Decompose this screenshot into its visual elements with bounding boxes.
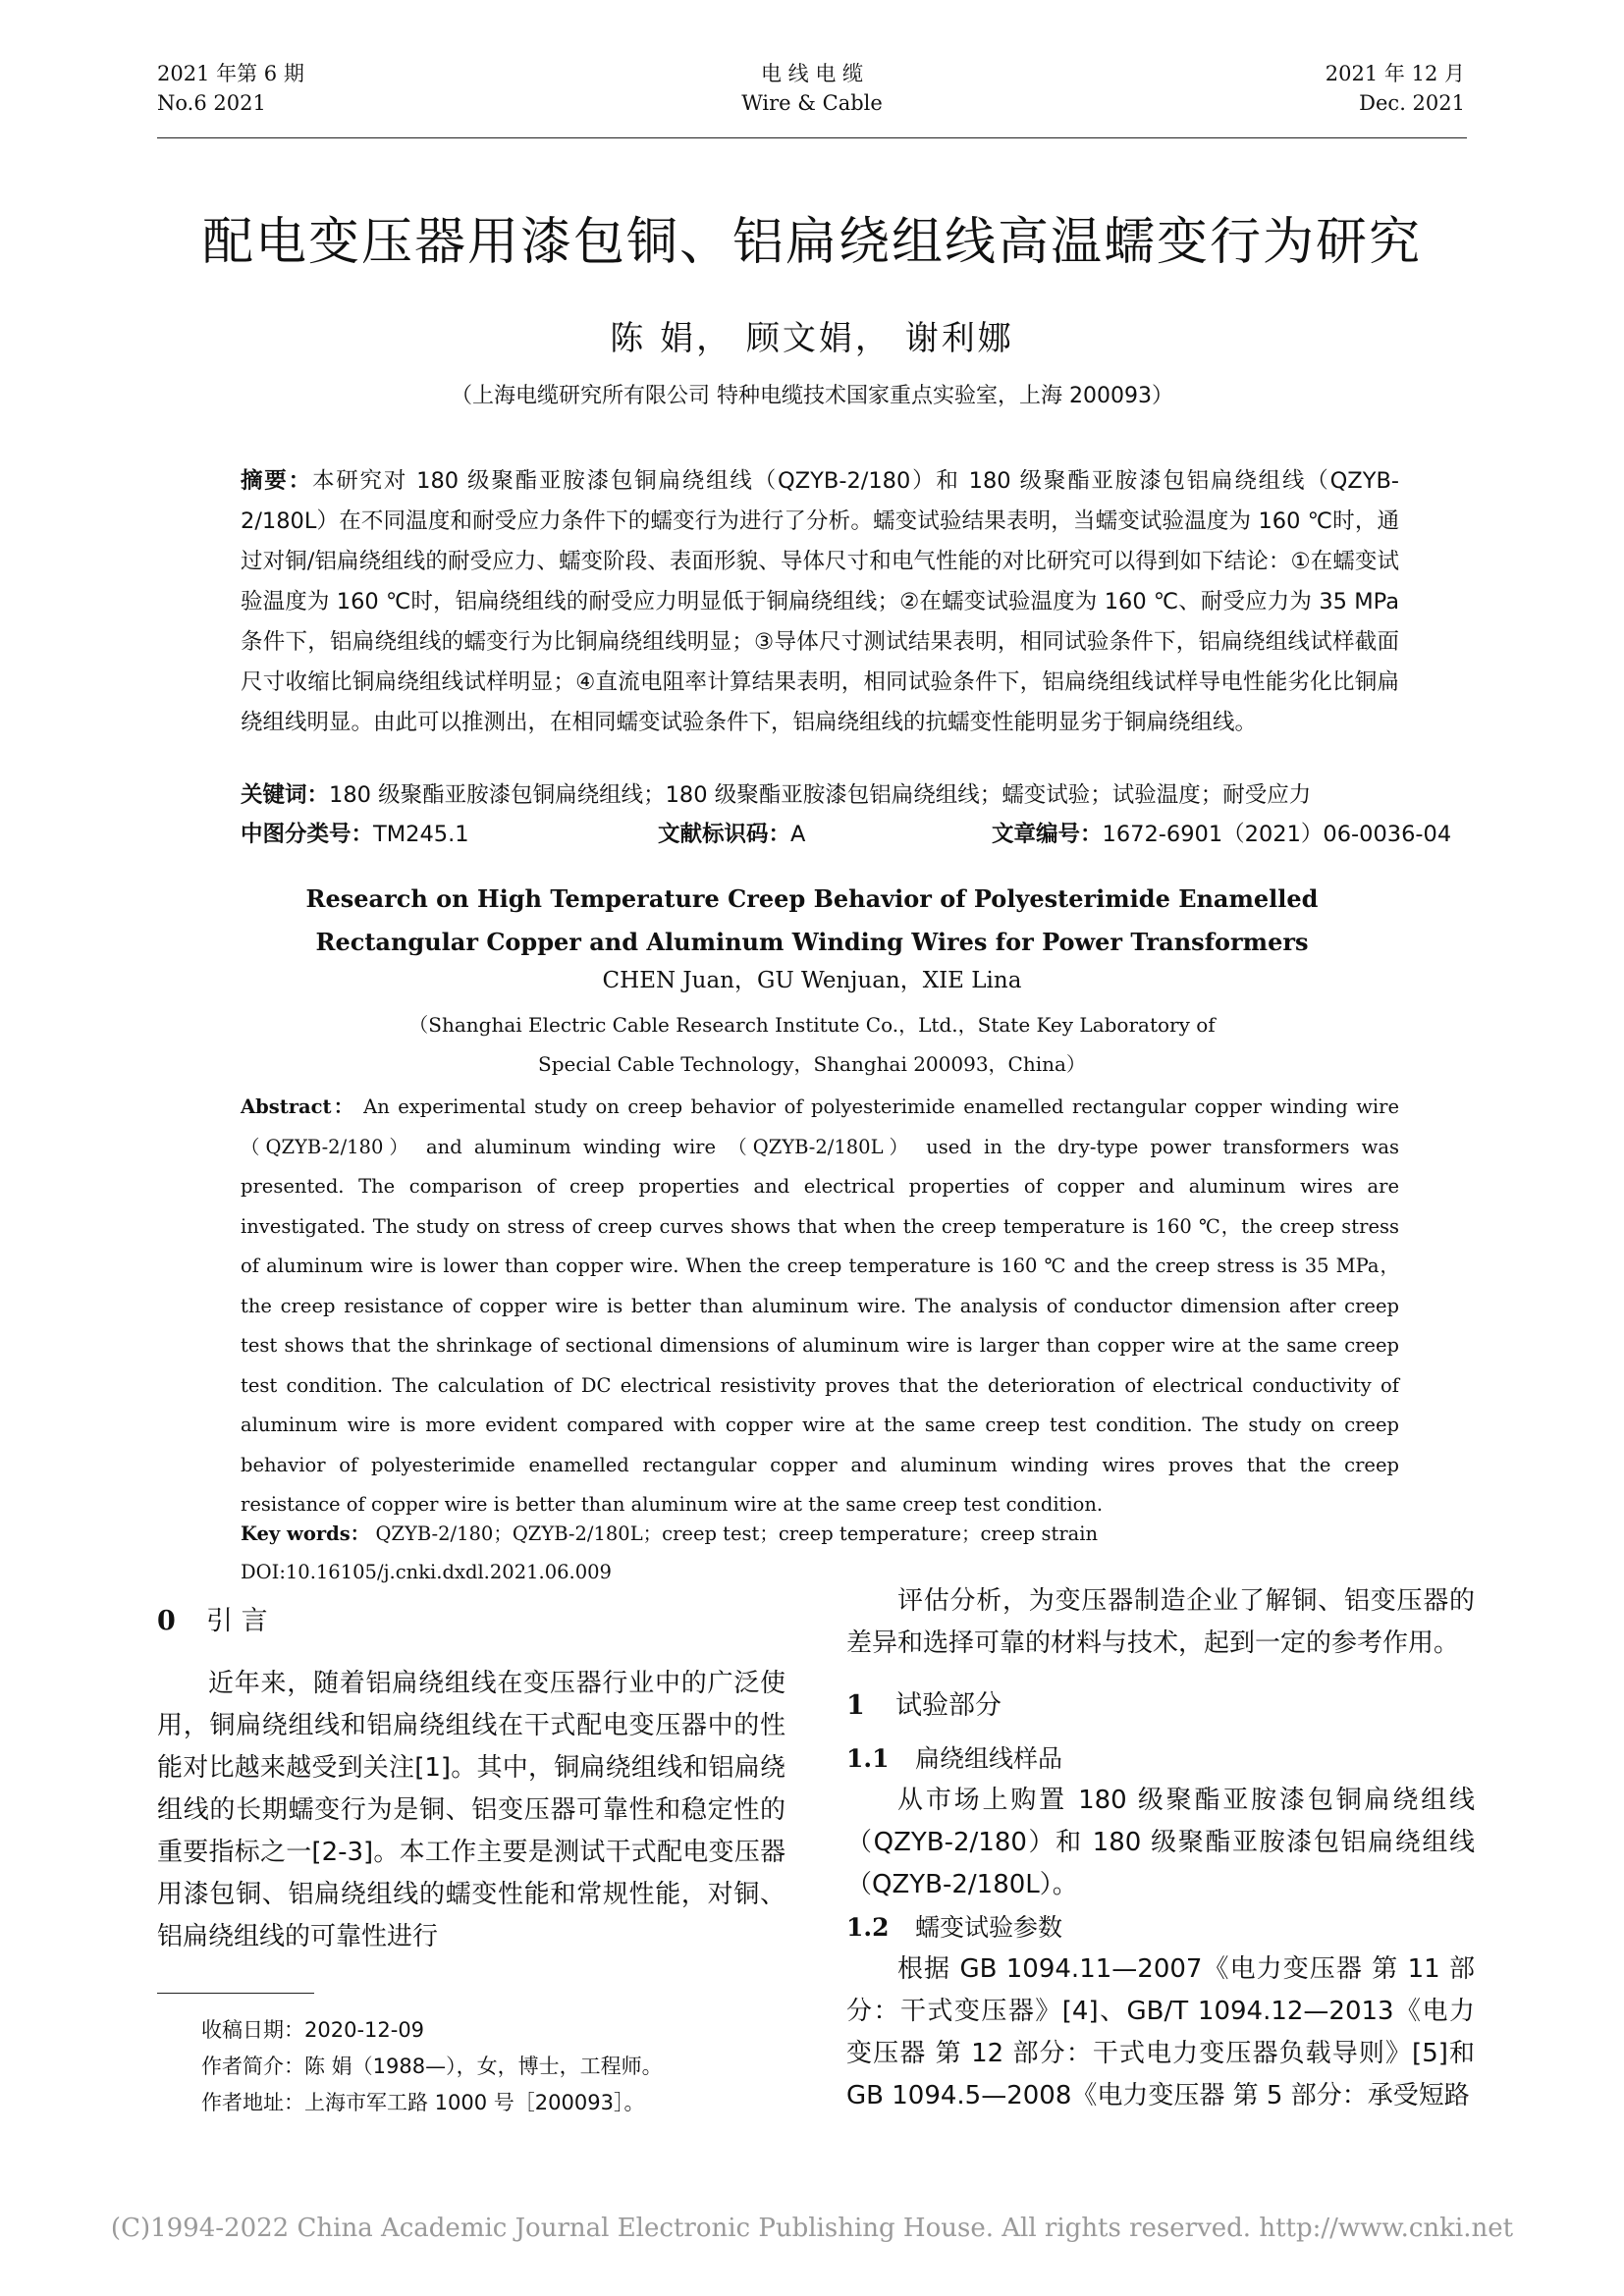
samples-paragraph: 从市场上购置 180 级聚酯亚胺漆包铜扁绕组线（QZYB-2/180）和 180 级聚酯亚胺漆包铝扁绕组线（QZYB-2/180L）。: [846, 1786, 1475, 1899]
abstract-en: [241, 1088, 1399, 1525]
issue-date-en: Dec. 2021: [1359, 91, 1465, 115]
keywords-cn: [241, 775, 1399, 815]
journal-name-en: Wire & Cable: [741, 91, 883, 115]
affiliation-en-line2: Special Cable Technology，Shanghai 200093，China）: [538, 1052, 1086, 1076]
footnote-rule: [157, 1993, 314, 1994]
subsection-title: 蠕变试验参数: [915, 1913, 1063, 1942]
subsection-title: 扁绕组线样品: [915, 1744, 1063, 1773]
abstract-en-label: Abstract：: [241, 1095, 355, 1118]
section-title: 引 言: [206, 1606, 268, 1636]
paper-title-en-line2: Rectangular Copper and Aluminum Winding Wires for Power Transformers: [315, 928, 1309, 956]
abstract-cn-text: 本研究对 180 级聚酯亚胺漆包铜扁绕组线（QZYB-2/180）和 180 级聚酯亚胺漆包铝扁绕组线（QZYB-2/180L）在不同温度和耐受应力条件下的蠕变行为进行了分析。蠕变试验结果表明，当蠕变试验温度为 160 ℃时，通过对铜/铝扁绕组线的耐受应力、蠕变阶段、表面形貌、导体尺寸和电气性能的对比研究可以得到如下结论：①在蠕变试验温度为 160 ℃时，铝扁绕组线的耐受应力明显低于铜扁绕组线；②在蠕变试验温度为 160 ℃、耐受应力为 35 MPa 条件下，铝扁绕组线的蠕变行为比铜扁绕组线明显；③导体尺寸测试结果表明，相同试验条件下，铝扁绕组线试样截面尺寸收缩比铜扁绕组线试样明显；④直流电阻率计算结果表明，相同试验条件下，铝扁绕组线试样导电性能劣化比铜扁绕组线明显。由此可以推测出，在相同蠕变试验条件下，铝扁绕组线的抗蠕变性能明显劣于铜扁绕组线。: [241, 468, 1399, 735]
clc-label: 中图分类号：: [241, 822, 374, 847]
paper-title-cn: 配电变压器用漆包铜、铝扁绕组线高温蠕变行为研究: [201, 213, 1422, 272]
section-title: 试验部分: [895, 1690, 1001, 1721]
affiliation-en: [0, 1005, 1624, 1084]
abstract-cn-label: 摘要：: [241, 468, 312, 494]
keywords-en-label: Key words：: [241, 1522, 370, 1545]
section-number: 0: [157, 1606, 176, 1636]
affiliation-cn: （上海电缆研究所有限公司 特种电缆技术国家重点实验室，上海 200093）: [451, 384, 1173, 408]
section-number: 1: [846, 1690, 865, 1721]
doi-link[interactable]: DOI:10.16105/j.cnki.dxdl.2021.06.009: [241, 1561, 612, 1583]
subsection-number: 1.2: [846, 1913, 890, 1942]
footnote-received-date: 收稿日期：2020-12-09: [201, 2018, 425, 2042]
keywords-en-text: QZYB-2/180；QZYB-2/180L；creep test；creep temperature；creep strain: [375, 1522, 1099, 1545]
abstract-en-text: An experimental study on creep behavior of polyesterimide enamelled rectangular copper winding wire （QZYB-2/180） and aluminum winding wire （QZYB-2/180L） used in the dry-type power transformers was presented. The comparison of creep properties and electrical properties of copper and aluminum wires are investigated. The study on stress of creep curves shows that when the creep temperature is 160 ℃，the creep stress of aluminum wire is lower than copper wire. When the creep temperature is 160 ℃ and the creep stress is 35 MPa，the creep resistance of copper wire is better than aluminum wire. The analysis of conductor dimension after creep test shows that the shrinkage of sectional dimensions of aluminum wire is larger than copper wire at the same creep test condition. The calculation of DC electrical resistivity proves that the deterioration of electrical conductivity of aluminum wire is more evident compared with copper wire at the same creep test condition. The study on creep behavior of polyesterimide enamelled rectangular copper and aluminum winding wires proves that the creep resistance of copper wire is better than aluminum wire at the same creep test condition.: [241, 1095, 1400, 1516]
keywords-cn-label: 关键词：: [241, 782, 330, 808]
article-number-value: 1672-6901（2021）06-0036-04: [1102, 822, 1452, 847]
footnote-author-address: 作者地址：上海市军工路 1000 号［200093］。: [201, 2091, 645, 2114]
section-heading-introduction: [157, 1598, 785, 1645]
authors-cn: 陈 娟， 顾文娟， 谢利娜: [610, 319, 1014, 358]
doc-code-label: 文献标识码：: [658, 822, 791, 847]
journal-name-cn: 电 线 电 缆: [760, 62, 864, 85]
body-right-column: [846, 1580, 1475, 2117]
keywords-cn-text: 180 级聚酯亚胺漆包铜扁绕组线；180 级聚酯亚胺漆包铝扁绕组线；蠕变试验；试验温度；耐受应力: [329, 782, 1312, 808]
subsection-heading-samples: [846, 1737, 1475, 1780]
keywords-en: [241, 1517, 1399, 1552]
introduction-continued: 评估分析，为变压器制造企业了解铜、铝变压器的差异和选择可靠的材料与技术，起到一定的参考作用。: [846, 1586, 1475, 1658]
doc-code: [658, 815, 805, 854]
copyright-notice: (C)1994-2022 China Academic Journal Electronic Publishing House. All rights reserved. http://www.cnki.net: [110, 2214, 1514, 2243]
abstract-cn: [241, 461, 1399, 743]
article-number-label: 文章编号：: [992, 822, 1103, 847]
footnote-author-bio: 作者简介：陈 娟（1988—），女，博士，工程师。: [201, 2055, 663, 2078]
affiliation-en-line1: （Shanghai Electric Cable Research Institute Co.，Ltd.，State Key Laboratory of: [408, 1013, 1216, 1037]
article-number: [992, 815, 1451, 854]
introduction-paragraph: 近年来，随着铝扁绕组线在变压器行业中的广泛使用，铜扁绕组线和铝扁绕组线在干式配电变压器中的性能对比越来越受到关注[1]。其中，铜扁绕组线和铝扁绕组线的长期蠕变行为是铜、铝变压器可靠性和稳定性的重要指标之一[2-3]。本工作主要是测试干式配电变压器用漆包铜、铝扁绕组线的蠕变性能和常规性能，对铜、铝扁绕组线的可靠性进行: [157, 1669, 785, 1951]
clc-number: [241, 815, 469, 854]
issue-date: [1326, 59, 1465, 118]
subsection-heading-creep-params: [846, 1906, 1475, 1949]
body-left-column: [157, 1598, 785, 1958]
issue-date-cn: 2021 年 12 月: [1325, 62, 1465, 85]
issue-cn: 2021 年第 6 期: [157, 62, 304, 85]
header-rule: [157, 137, 1467, 138]
authors-en: CHEN Juan，GU Wenjuan，XIE Lina: [602, 968, 1022, 993]
subsection-number: 1.1: [846, 1744, 890, 1773]
issue-en: No.6 2021: [157, 91, 266, 115]
creep-params-paragraph: 根据 GB 1094.11—2007《电力变压器 第 11 部分：干式变压器》[4]、GB/T 1094.12—2013《电力变压器 第 12 部分：干式电力变压器负载导则》[5]和 GB 1094.5—2008《电力变压器 第 5 部分：承受短路: [846, 1954, 1475, 2110]
section-heading-experiment: [846, 1682, 1475, 1730]
paper-title-en-line1: Research on High Temperature Creep Behavior of Polyesterimide Enamelled: [305, 884, 1319, 913]
doc-code-value: A: [790, 822, 806, 847]
footnote: [201, 2012, 790, 2121]
paper-title-en: [0, 878, 1624, 964]
clc-value: TM245.1: [373, 822, 469, 847]
